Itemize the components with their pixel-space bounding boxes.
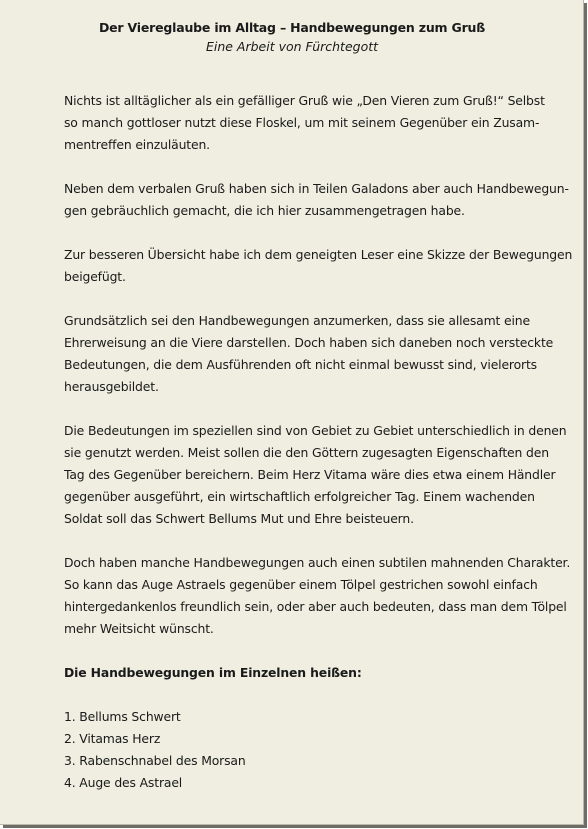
paragraph-line: Nichts ist alltäglicher als ein gefälliger Gruß wie „Den Vieren zum Gruß!“ Selbst bbox=[64, 93, 545, 108]
paragraph-line: Neben dem verbalen Gruß haben sich in Teilen Galadons aber auch Handbewegun- bbox=[64, 181, 569, 196]
paragraph-line: herausgebildet. bbox=[64, 379, 159, 394]
paragraph-line: mentreffen einzuläuten. bbox=[64, 137, 210, 152]
paragraph bbox=[64, 178, 569, 222]
gesture-list bbox=[64, 706, 526, 794]
paragraph-line: gegenüber ausgeführt, ein wirtschaftlich erfolgreicher Tag. Einem wachenden bbox=[64, 489, 535, 504]
document-subtitle: Eine Arbeit von Fürchtegott bbox=[205, 39, 379, 54]
list-heading: Die Handbewegungen im Einzelnen heißen: bbox=[64, 665, 362, 680]
list-item: 2. Vitamas Herz bbox=[64, 731, 161, 746]
paragraph bbox=[64, 244, 573, 288]
paragraph-line: sie genutzt werden. Meist sollen die den Göttern zugesagten Eigenschaften den bbox=[64, 445, 549, 460]
paragraph bbox=[64, 420, 567, 530]
paragraph-line: mehr Weitsicht wünscht. bbox=[64, 621, 214, 636]
paragraph-line: Bedeutungen, die dem Ausführenden oft nicht einmal bewusst sind, vielerorts bbox=[64, 357, 537, 372]
paragraph-line: hintergedankenlos freundlich sein, oder aber auch bedeuten, dass man dem Tölpel bbox=[64, 599, 567, 614]
paragraph-line: Soldat soll das Schwert Bellums Mut und Ehre beisteuern. bbox=[64, 511, 414, 526]
paragraph bbox=[64, 552, 571, 640]
paragraph bbox=[64, 310, 554, 398]
paragraph-line: Grundsätzlich sei den Handbewegungen anzumerken, dass sie allesamt eine bbox=[64, 313, 530, 328]
list-item: 1. Bellums Schwert bbox=[64, 709, 181, 724]
list-item: 3. Rabenschnabel des Morsan bbox=[64, 753, 246, 768]
paragraph-line: gen gebräuchlich gemacht, die ich hier zusammengetragen habe. bbox=[64, 203, 465, 218]
paragraph-line: Zur besseren Übersicht habe ich dem geneigten Leser eine Skizze der Bewegungen bbox=[64, 247, 573, 262]
paragraph-line: beigefügt. bbox=[64, 269, 126, 284]
paragraph-line: so manch gottloser nutzt diese Floskel, um mit seinem Gegenüber ein Zusam- bbox=[64, 115, 540, 130]
paragraph-line: Doch haben manche Handbewegungen auch einen subtilen mahnenden Charakter. bbox=[64, 555, 571, 570]
list-item: 4. Auge des Astrael bbox=[64, 775, 183, 790]
document-title: Der Viereglaube im Alltag – Handbewegungen zum Gruß bbox=[98, 20, 486, 35]
paragraph bbox=[64, 90, 545, 156]
paragraph-line: Ehrerweisung an die Viere darstellen. Doch haben sich daneben noch versteckte bbox=[64, 335, 554, 350]
paragraph-line: Tag des Gegenüber bereichern. Beim Herz Vitama wäre dies etwa einem Händler bbox=[64, 467, 556, 482]
paragraph-container bbox=[64, 90, 573, 640]
paragraph-line: Die Bedeutungen im speziellen sind von Gebiet zu Gebiet unterschiedlich in denen bbox=[64, 423, 567, 438]
paragraph-line: So kann das Auge Astraels gegenüber einem Tölpel gestrichen sowohl einfach bbox=[64, 577, 538, 592]
document-body bbox=[64, 90, 573, 794]
